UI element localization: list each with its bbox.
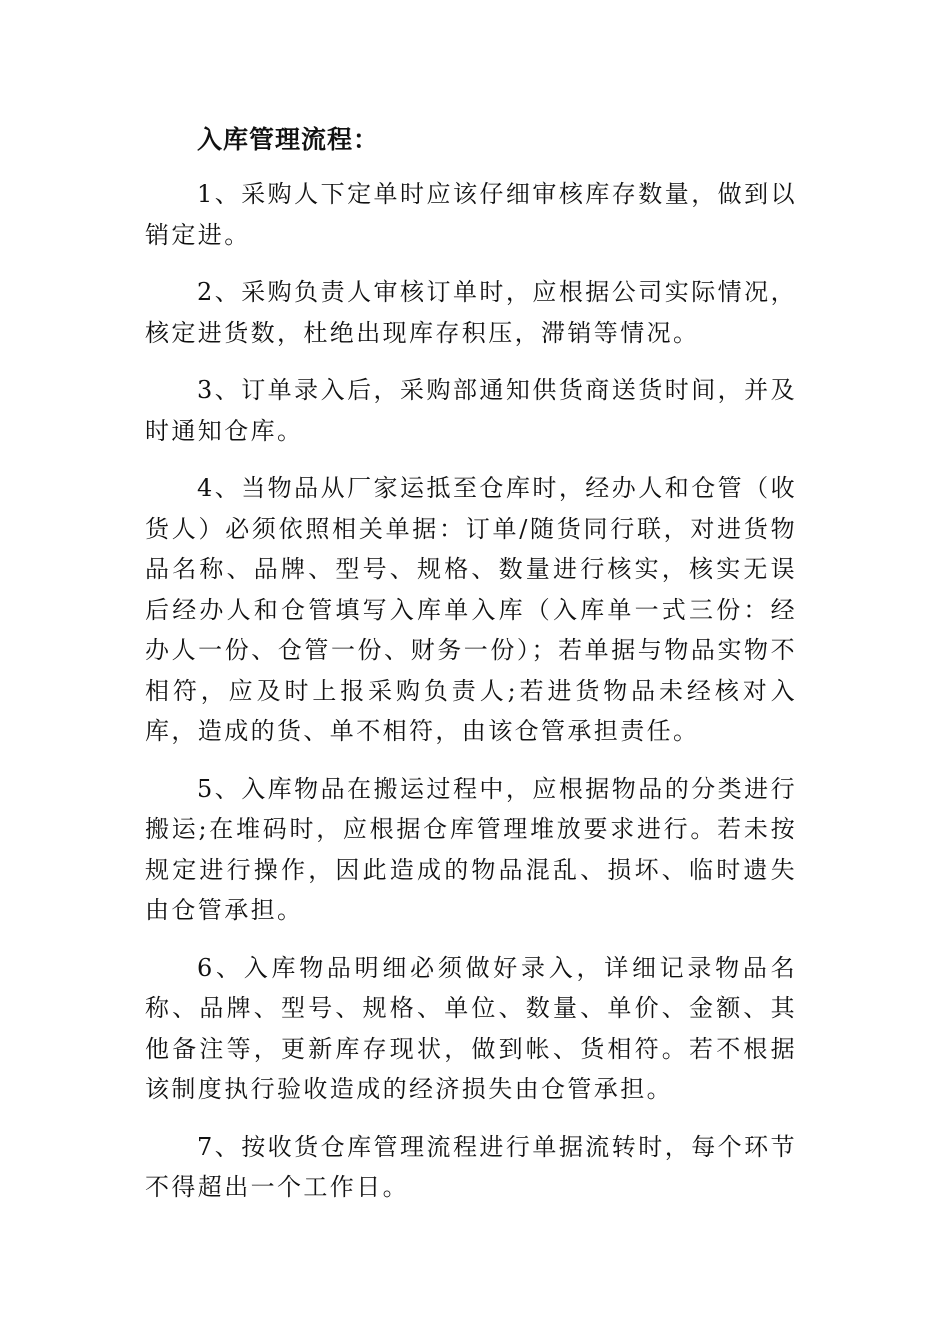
- paragraph-5: 5、入库物品在搬运过程中，应根据物品的分类进行搬运;在堆码时，应根据仓库管理堆放要求进行。若未按规定进行操作，因此造成的物品混乱、损坏、临时遗失由仓管承担。: [145, 774, 797, 924]
- paragraph-2: 2、采购负责人审核订单时，应根据公司实际情况，核定进货数，杜绝出现库存积压，滞销等情况。: [145, 278, 797, 347]
- document-body: [145, 118, 797, 1208]
- document-title: 入库管理流程：: [197, 125, 380, 154]
- paragraph-1: 1、采购人下定单时应该仔细审核库存数量，做到以销定进。: [145, 180, 797, 249]
- paragraph-3: 3、订单录入后，采购部通知供货商送货时间，并及时通知仓库。: [145, 376, 797, 445]
- paragraph-4: 4、当物品从厂家运抵至仓库时，经办人和仓管（收货人）必须依照相关单据：订单/随货同行联，对进货物品名称、品牌、型号、规格、数量进行核实，核实无误后经办人和仓管填写入库单入库（入库单一式三份：经办人一份、仓管一份、财务一份）；若单据与物品实物不相符，应及时上报采购负责人;若进货物品未经核对入库，造成的货、单不相符，由该仓管承担责任。: [145, 474, 797, 745]
- paragraph-6: 6、入库物品明细必须做好录入，详细记录物品名称、品牌、型号、规格、单位、数量、单价、金额、其他备注等，更新库存现状，做到帐、货相符。若不根据该制度执行验收造成的经济损失由仓管承担。: [145, 953, 797, 1103]
- paragraph-7: 7、按收货仓库管理流程进行单据流转时，每个环节不得超出一个工作日。: [145, 1132, 797, 1201]
